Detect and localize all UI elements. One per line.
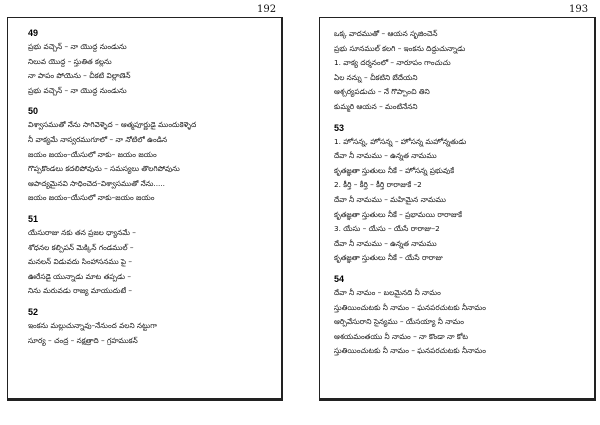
lyric-line: ఆర్పివేసురాని సైన్యము – యేసయ్యా నీ నామం [334, 317, 465, 327]
song-number: 49 [28, 28, 39, 38]
lyric-line: దేవా నీ నామం – బలమైనది నీ నామం [334, 287, 441, 297]
song-block [334, 27, 594, 115]
lyric-line: నా పాపం పోయెను – చీకటి విల్లాణెన్ [28, 71, 131, 81]
lyric-line: జయం జయం–యేసులో నాకు–జయం జయం [28, 193, 155, 203]
lyric-line: ఏల నన్ను – చీకటిని బేదేయని [334, 72, 418, 82]
lyric-line: సూర్య – చంద్ర – నక్షత్రాది – గ్రహముకన్ [28, 335, 138, 345]
lyric-line: కృతజ్ఞతా స్తుతులు నీకే – హోసన్న ప్రభువుకే [334, 165, 455, 175]
song-number: 51 [28, 213, 39, 224]
lyric-line: 3. యేసు – యేసు – యేసే రారాజు–2 [334, 224, 440, 234]
song-number: 53 [334, 122, 345, 133]
lyric-line: ప్రభు సూనముల్ కలగి – ఇంకను దిద్దుచున్నాడు [334, 43, 466, 53]
lyric-line: 1. హోసన్న, హోసన్న – హోసన్న మహోన్నతుడు [334, 136, 467, 146]
lyric-line: విశ్వాసముతో నేను సాగివెళ్ళెద – ఆత్మపూర్ణుడై ముందుకెళ్ళెద [28, 120, 197, 130]
song-block [28, 105, 281, 206]
right-page [311, 0, 600, 425]
song-number: 52 [28, 306, 39, 317]
lyric-line: ఇంకను మల్లుచున్నావు–నేనుంద వలని నట్టుగా [28, 320, 157, 330]
song-block [28, 213, 281, 299]
lyric-line: ప్రభు వచ్చెన్ – నా యొద్ద నుండును [28, 85, 127, 95]
lyric-line: స్తుతియించుటకు నీ నామం – ఘనపరచుటకు నీనామం [334, 302, 486, 312]
lyric-line: కుమ్మరి ఆయన – మంటినేనని [334, 101, 418, 111]
lyric-line: ఒక్క వాదముతో – ఆయన సృజించెన్ [334, 29, 438, 38]
song-block [334, 122, 594, 266]
lyric-line: మనలన్ విడువదు సింహాసనము పై – [28, 257, 133, 267]
lyric-line: 1. వాక్య దర్శనంలో – నారూపం గాంచుచు [334, 58, 451, 68]
left-page [0, 0, 289, 425]
lyric-line: గొప్పకొండలు కదలిపోవును – సమస్యలు తొలగిపోవును [28, 164, 180, 174]
lyric-line: నిలువ యొద్ద – స్తుతిత కల్లను [28, 56, 112, 66]
lyric-line: స్తుతియించుటకు నీ నామం – ఘనపరచుటకు నీనామం [334, 346, 486, 356]
lyric-line: నిను మరువడు రాజ్య మాయుదుటే – [28, 286, 133, 296]
lyric-line: ఆశ్చర్యపడుచు – నే గొప్పాంచి తిని [334, 87, 430, 97]
song-number: 54 [334, 273, 345, 284]
lyric-line: కృతజ్ఞతా స్తుతులు నీకే – ప్రభామయి రారాజుకే [334, 209, 462, 219]
song-number: 50 [28, 106, 39, 117]
page-frame [319, 17, 596, 401]
lyric-line: ఆపాద్యమైనవి సాధించెద–విశ్వాసముతో నేను..... [28, 178, 165, 188]
lyric-line: 2. కీర్తి – కీర్తి – కీర్తి రారాజుకే –2 [334, 180, 422, 190]
lyric-line: నీ వాక్యమే నాస్వరముగూలో – నా నోటిలో ఉండిన [28, 134, 168, 144]
lyric-line: ఆశయమంతయు నీ నామం – నా కొండా నా కోట [334, 331, 468, 341]
song-block [28, 27, 281, 98]
song-block [334, 273, 594, 359]
page-frame [7, 17, 283, 401]
lyric-line: జయం జయం–యేసులో నాకు– జయం జయం [28, 149, 157, 159]
lyric-line: శోధనల కల్పిపన్ మెక్కిన్ గండముల్ – [28, 242, 134, 252]
song-block [28, 306, 281, 348]
lyric-line: దేవా నీ నామము – ఉన్నత నామము [334, 238, 437, 248]
page-number: 192 [257, 4, 277, 15]
lyric-line: దేవా నీ నామము – ఉన్నత నామము [334, 151, 437, 161]
lyric-line: యేసురాజు నకు తన ప్రజల ధ్యానమే – [28, 227, 136, 237]
lyric-line: ప్రభు వచ్చెన్ – నా యొద్ద నుండును [28, 42, 127, 51]
lyric-line: దేవా నీ నామము – మహిమైన నామము [334, 194, 446, 204]
page-number: 193 [569, 4, 589, 15]
lyric-line: ఊరేసడై యున్నాడు మాట తప్పడు – [28, 271, 131, 281]
lyric-line: కృతజ్ఞతా స్తుతులు నీకే – యేసే రారాజు [334, 253, 443, 263]
